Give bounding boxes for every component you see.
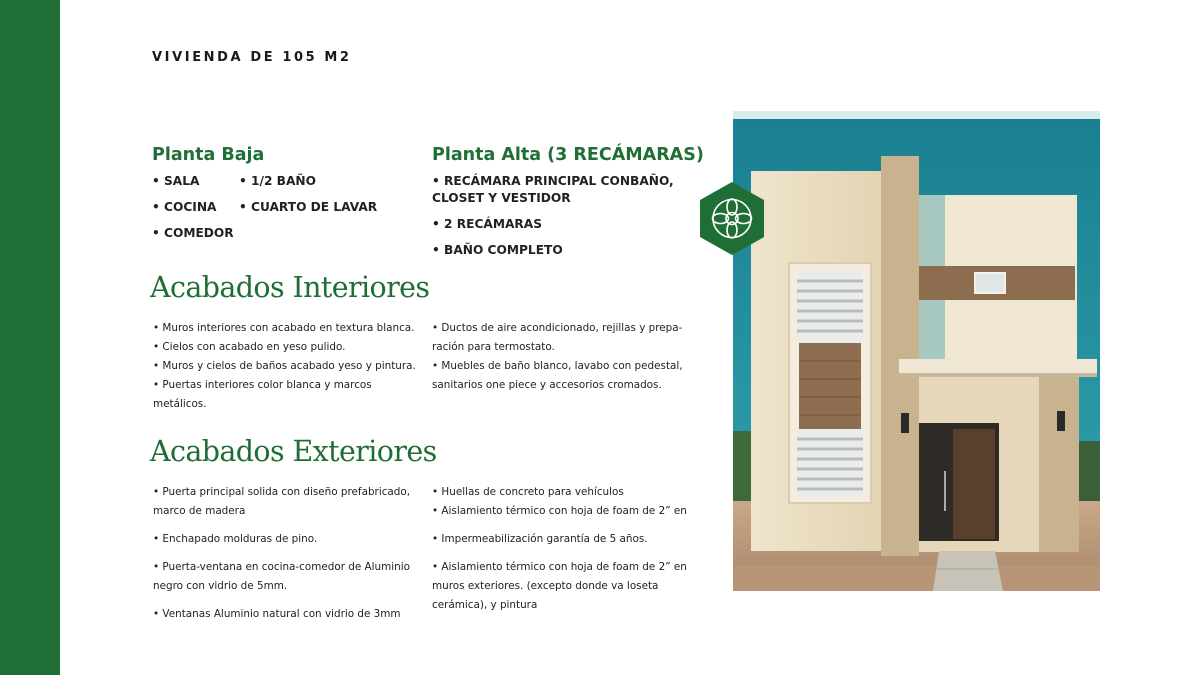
exteriores-list-left: [153, 483, 410, 624]
list-item: metálicos.: [153, 398, 207, 410]
list-item: • BAÑO COMPLETO: [432, 242, 563, 257]
list-item: • Aislamiento térmico con hoja de foam de 2” en: [432, 561, 687, 573]
list-item: • CUARTO DE LAVAR: [239, 200, 378, 214]
list-item: negro con vidrio de 5mm.: [153, 580, 288, 592]
planta-baja-list-2: [239, 173, 377, 225]
planta-baja-heading: Planta Baja: [152, 145, 265, 165]
list-item: cerámica), y pintura: [432, 599, 538, 611]
left-green-bar: [0, 0, 60, 675]
planta-alta-list: [432, 173, 674, 268]
list-item: muros exteriores. (excepto donde va loseta: [432, 580, 659, 592]
list-item: • Enchapado molduras de pino.: [153, 533, 318, 545]
exteriores-list-right: [432, 483, 687, 615]
list-item: • COMEDOR: [152, 226, 234, 240]
list-item: CLOSET Y VESTIDOR: [432, 190, 571, 205]
list-item: • COCINA: [152, 200, 217, 214]
list-item: • Puerta-ventana en cocina-comedor de Aluminio: [153, 561, 410, 573]
page-title: VIVIENDA DE 105 M2: [152, 50, 352, 65]
house-photo: [733, 111, 1100, 591]
acabados-exteriores-heading: Acabados Exteriores: [150, 435, 437, 468]
list-item: marco de madera: [153, 505, 246, 517]
interiores-list-right: [432, 319, 683, 395]
list-item: • Ventanas Aluminio natural con vidrio de 3mm: [153, 608, 401, 620]
list-item: • Muebles de baño blanco, lavabo con pedestal,: [432, 360, 683, 372]
list-item: • Puertas interiores color blanca y marcos: [153, 379, 372, 391]
list-item: • Puerta principal solida con diseño prefabricado,: [153, 486, 411, 498]
acabados-interiores-heading: Acabados Interiores: [150, 271, 430, 304]
list-item: sanitarios one piece y accesorios cromados.: [432, 379, 662, 391]
list-item: • Ductos de aire acondicionado, rejillas y prepa-: [432, 322, 683, 334]
list-item: • 1/2 BAÑO: [239, 174, 316, 188]
planta-alta-heading: Planta Alta (3 RECÁMARAS): [432, 145, 704, 165]
list-item: • 2 RECÁMARAS: [432, 216, 542, 231]
planta-baja-list-1: [152, 173, 234, 251]
list-item: • Cielos con acabado en yeso pulido.: [153, 341, 346, 353]
list-item: • SALA: [152, 174, 200, 188]
house-illustration: [733, 111, 1100, 591]
list-item: • Huellas de concreto para vehículos: [432, 486, 624, 498]
interiores-list-left: [153, 319, 416, 414]
list-item: • RECÁMARA PRINCIPAL CONBAÑO,: [432, 174, 674, 188]
list-item: ración para termostato.: [432, 341, 555, 353]
list-item: • Impermeabilización garantía de 5 años.: [432, 533, 648, 545]
list-item: • Muros interiores con acabado en textura blanca.: [153, 322, 415, 334]
list-item: • Aislamiento térmico con hoja de foam de 2” en: [432, 505, 687, 517]
floral-badge-icon: [697, 180, 767, 257]
list-item: • Muros y cielos de baños acabado yeso y pintura.: [153, 360, 416, 372]
